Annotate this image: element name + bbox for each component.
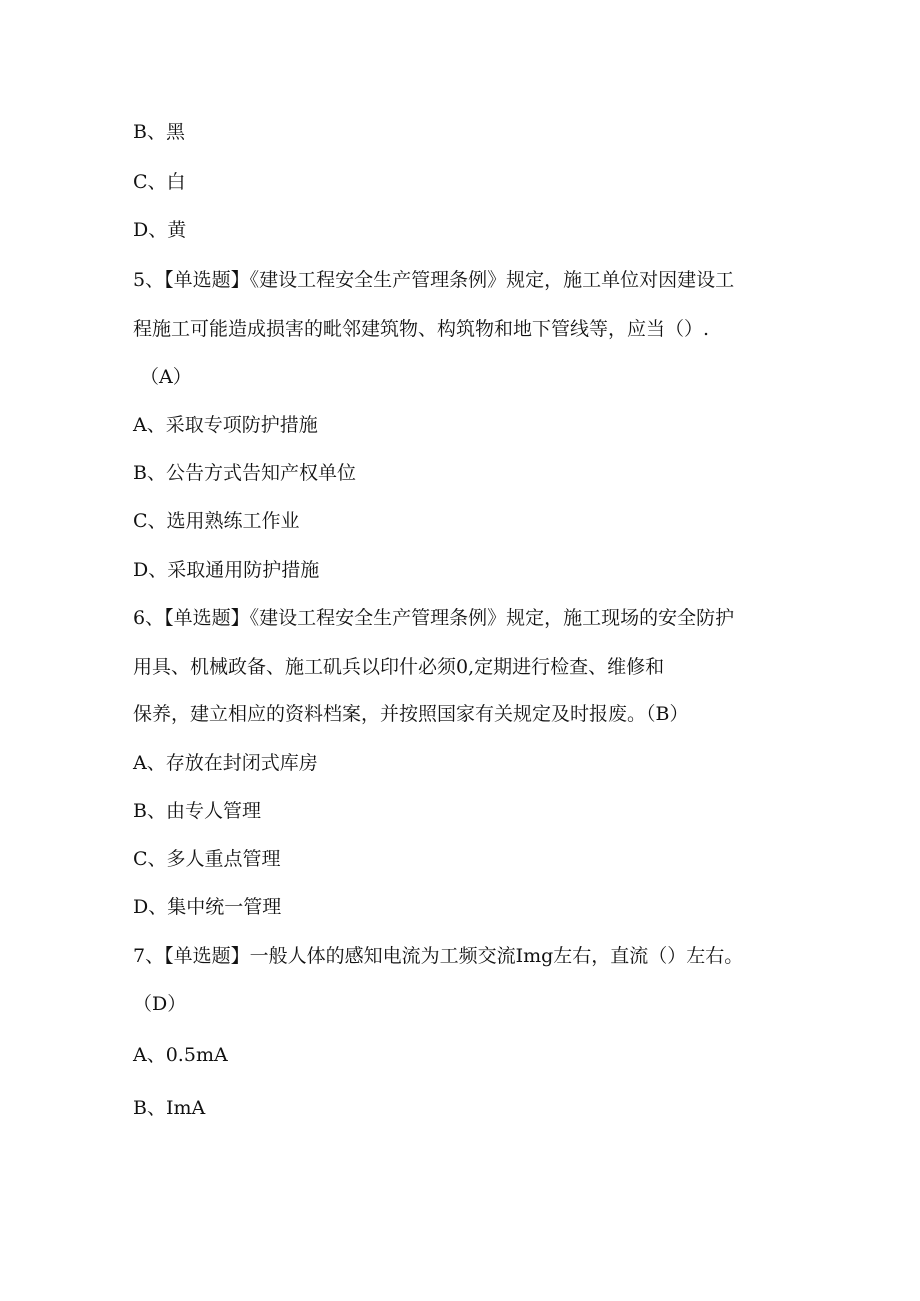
option-a-q6: A、存放在封闭式库房 [133,752,318,774]
option-c-q5: C、选用熟练工作业 [133,510,300,532]
question-7-line-1: 7、【单选题】一般人体的感知电流为工频交流Img左右，直流（）左右。 [133,945,744,967]
option-a-q7: A、0.5mA [133,1044,228,1066]
option-b-q7: B、ImA [133,1097,206,1119]
question-6-line-1: 6、【单选题】《建设工程安全生产管理条例》规定，施工现场的安全防护 [133,607,735,629]
option-d-q5: D、采取通用防护措施 [133,559,320,581]
option-b-q6: B、由专人管理 [133,800,261,822]
question-5-line-2: 程施工可能造成损害的毗邻建筑物、构筑物和地下管线等，应当（）. [133,318,710,340]
option-b-q4: B、黑 [133,121,185,143]
answer-q5: （A） [140,366,192,388]
question-6-line-3: 保养，建立相应的资料档案，并按照国家有关规定及时报废。（B） [133,703,689,725]
answer-q7: （D） [133,993,187,1015]
option-a-q5: A、采取专项防护措施 [133,414,318,436]
option-c-q6: C、多人重点管理 [133,848,281,870]
question-5-line-1: 5、【单选题】《建设工程安全生产管理条例》规定，施工单位对因建设工 [133,269,735,291]
option-d-q6: D、集中统一管理 [133,896,282,918]
option-c-q4: C、白 [133,171,186,193]
option-d-q4: D、黄 [133,219,187,241]
question-6-line-2: 用具、机械政备、施工矶兵以印什必须0,定期进行检查、维修和 [133,656,665,678]
option-b-q5: B、公告方式告知产权单位 [133,462,356,484]
